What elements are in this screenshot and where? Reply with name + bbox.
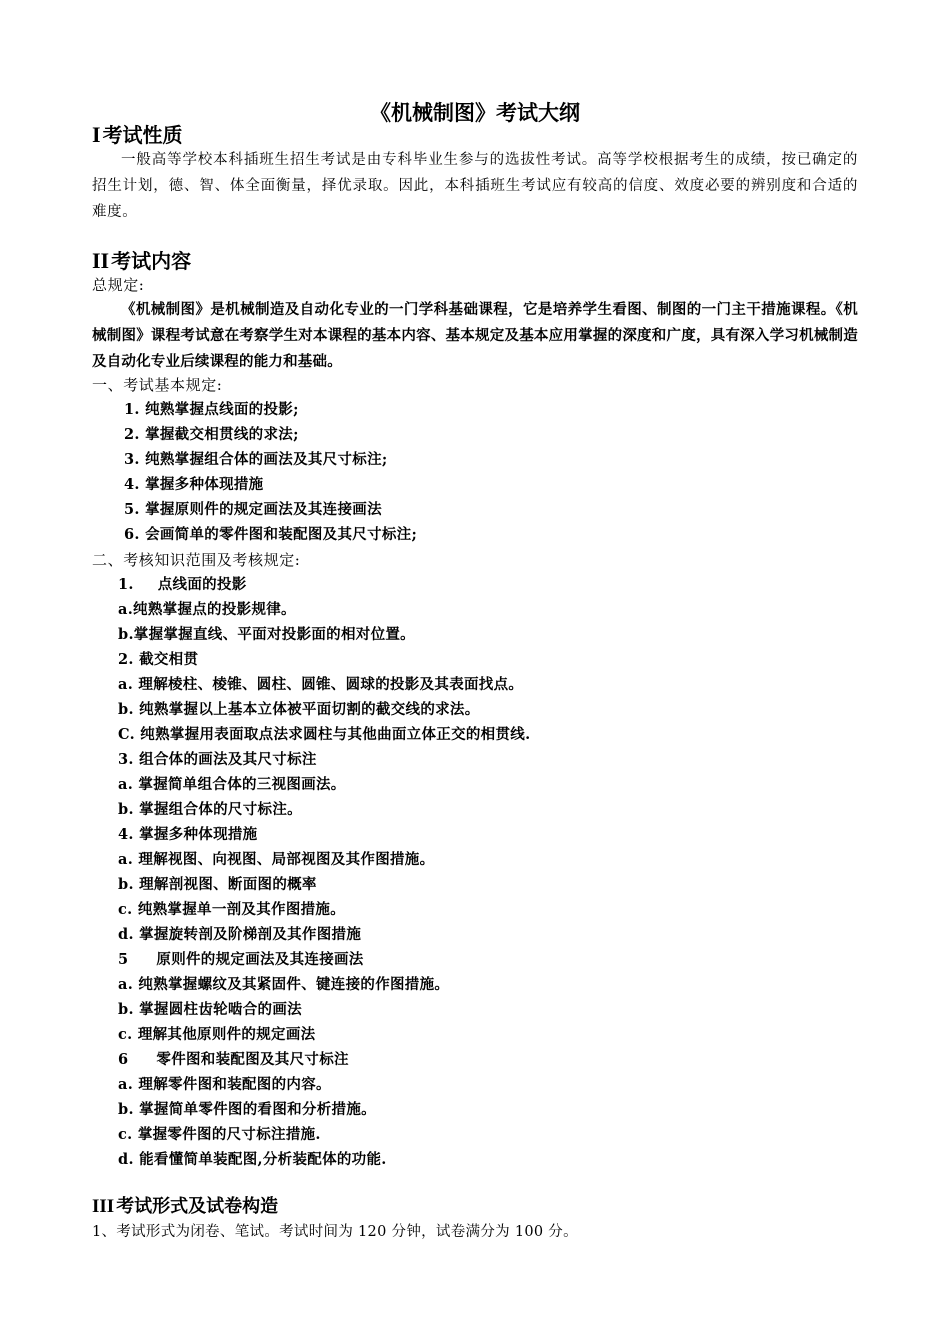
section-3-heading bbox=[92, 1194, 278, 1220]
item-text: 零件图和装配图及其尺寸标注 bbox=[156, 1051, 349, 1068]
section-1-heading bbox=[92, 122, 183, 148]
part-2-item: c. 理解其他原则件的规定画法 bbox=[118, 1026, 316, 1043]
general-label: 总规定: bbox=[92, 276, 145, 294]
part-2-item: c. 掌握零件图的尺寸标注措施. bbox=[118, 1126, 321, 1143]
part-2-item: b.掌握掌握直线、平面对投影面的相对位置。 bbox=[118, 626, 415, 643]
item-number: 6 bbox=[118, 1051, 129, 1068]
part-2-item: a. 理解棱柱、棱锥、圆柱、圆锥、圆球的投影及其表面找点。 bbox=[118, 676, 524, 693]
item-number: 5 bbox=[118, 951, 129, 968]
document-title: 《机械制图》考试大纲 bbox=[370, 100, 580, 125]
part-2-heading-item bbox=[118, 573, 247, 597]
part-2-item: a. 理解零件图和装配图的内容。 bbox=[118, 1076, 331, 1093]
part-1-item: 6. 会画简单的零件图和装配图及其尺寸标注; bbox=[124, 526, 418, 543]
part-1-item: 5. 掌握原则件的规定画法及其连接画法 bbox=[124, 501, 382, 518]
part-2-item: 4. 掌握多种体现措施 bbox=[118, 826, 258, 843]
section-1-number: I bbox=[92, 122, 101, 147]
part-2-item: a. 掌握简单组合体的三视图画法。 bbox=[118, 776, 346, 793]
part-2-item: c. 纯熟掌握单一剖及其作图措施。 bbox=[118, 901, 346, 918]
part-1-item: 3. 纯熟掌握组合体的画法及其尺寸标注; bbox=[124, 451, 388, 468]
item-number: 1. bbox=[118, 576, 134, 593]
part-2-item: d. 掌握旋转剖及阶梯剖及其作图措施 bbox=[118, 926, 362, 943]
part-2-item: C. 纯熟掌握用表面取点法求圆柱与其他曲面立体正交的相贯线. bbox=[118, 726, 531, 743]
part-1-item: 1. 纯熟掌握点线面的投影; bbox=[124, 401, 299, 418]
section-3-number: III bbox=[92, 1196, 115, 1217]
section-3-line-1: 1、考试形式为闭卷、笔试。考试时间为 120 分钟，试卷满分为 100 分。 bbox=[92, 1224, 578, 1240]
part-2-heading-item bbox=[118, 1048, 349, 1072]
section-1-title: 考试性质 bbox=[102, 123, 183, 147]
section-2-heading bbox=[92, 248, 191, 274]
part-2-item: b. 掌握简单零件图的看图和分析措施。 bbox=[118, 1101, 376, 1118]
part-2-item: b. 理解剖视图、断面图的概率 bbox=[118, 876, 317, 893]
general-body: 《机械制图》是机械制造及自动化专业的一门学科基础课程，它是培养学生看图、制图的一门主干措施课程。《机械制图》课程考试意在考察学生对本课程的基本内容、基本规定及基本应用掌握的深度和广度，具有深入学习机械制造及自动化专业后续课程的能力和基础。 bbox=[92, 301, 858, 370]
part-1-item: 4. 掌握多种体现措施 bbox=[124, 476, 264, 493]
part-2-item: b. 掌握圆柱齿轮啮合的画法 bbox=[118, 1001, 302, 1018]
part-2-item: a. 理解视图、向视图、局部视图及其作图措施。 bbox=[118, 851, 435, 868]
part-2-heading-item bbox=[118, 948, 364, 972]
part-2-item: 2. 截交相贯 bbox=[118, 651, 199, 668]
section-2-title: 考试内容 bbox=[111, 249, 192, 273]
section-3-title: 考试形式及试卷构造 bbox=[116, 1196, 279, 1217]
part-2-item: b. 纯熟掌握以上基本立体被平面切割的截交线的求法。 bbox=[118, 701, 480, 718]
part-2-label: 二、考核知识范围及考核规定: bbox=[92, 551, 301, 569]
part-1-label: 一、考试基本规定: bbox=[92, 376, 223, 394]
part-2-item: b. 掌握组合体的尺寸标注。 bbox=[118, 801, 302, 818]
part-2-item: a. 纯熟掌握螺纹及其紧固件、键连接的作图措施。 bbox=[118, 976, 450, 993]
section-1-body: 一般高等学校本科插班生招生考试是由专科毕业生参与的选拔性考试。高等学校根据考生的成绩，按已确定的招生计划，德、智、体全面衡量，择优录取。因此，本科插班生考试应有较高的信度、效度必要的辨别度和合适的难度。 bbox=[92, 152, 858, 220]
part-2-item: d. 能看懂简单装配图,分析装配体的功能. bbox=[118, 1151, 387, 1168]
item-text: 原则件的规定画法及其连接画法 bbox=[156, 951, 364, 968]
part-2-item: 3. 组合体的画法及其尺寸标注 bbox=[118, 751, 317, 768]
part-1-item: 2. 掌握截交相贯线的求法; bbox=[124, 426, 299, 443]
section-2-number: II bbox=[92, 248, 110, 273]
part-2-item: a.纯熟掌握点的投影规律。 bbox=[118, 601, 296, 618]
item-text: 点线面的投影 bbox=[157, 576, 247, 593]
